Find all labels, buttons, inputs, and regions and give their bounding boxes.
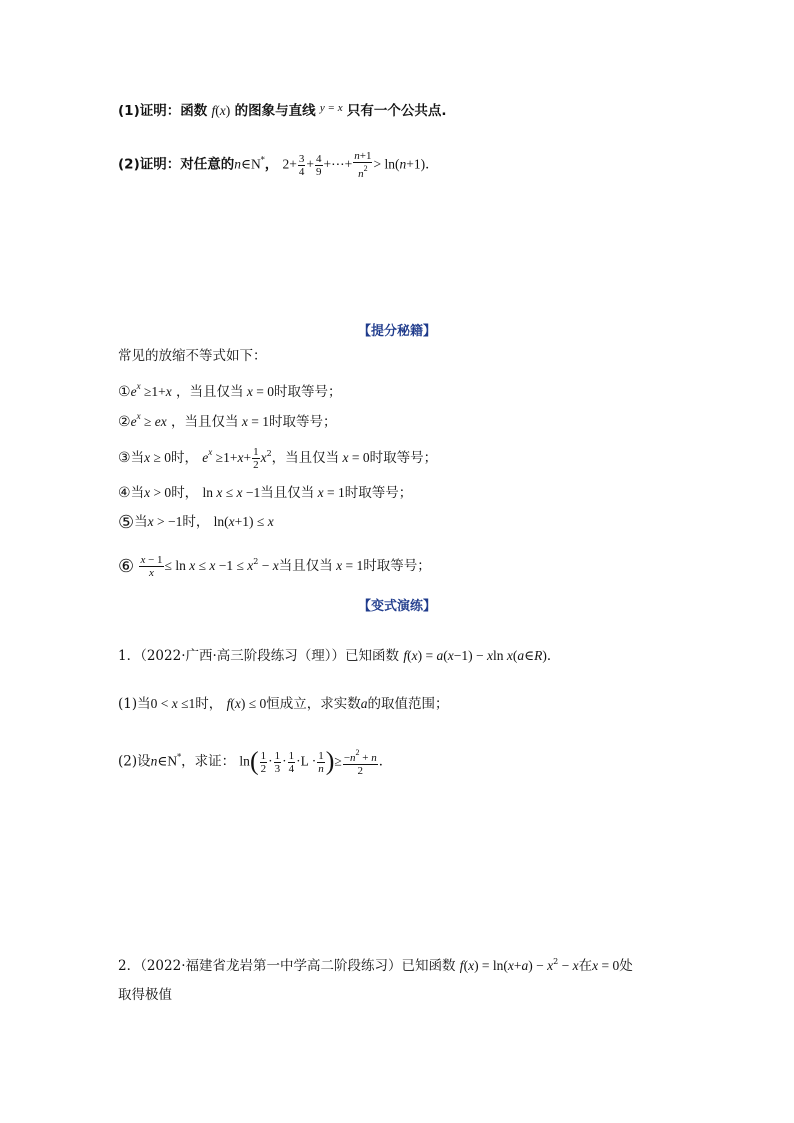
tip-4-lead: 当 [130, 485, 145, 501]
part2-label: (2)证明：对任意的 [118, 156, 235, 173]
tip-1-marker: ① [118, 384, 131, 400]
tip-6-tail: 当且仅当 [278, 558, 333, 574]
part1-label: (1)证明：函数 [118, 103, 208, 119]
tip-2: $②e^x$ ≥ ex ，当且仅当 x = 1时取等号； [118, 411, 337, 430]
math-y-eq-x: y = x [319, 102, 343, 114]
q1-sub2: (2)设n∈N*，求证： ln( $\frac{1}{2}$ · $\frac{1}{3}$ · $\frac{1}{4}$ ·L · $\frac{1}{n}$ )≥ $\frac{-n^2 + n}{2}$ ． [118, 746, 393, 777]
q1-sub2-mid: ，求证： [181, 753, 236, 770]
q1-line: 1．（2022·广西·高三阶段练习（理））已知函数 f(x) = a(x−1) − xln x(a∈R)． [118, 648, 561, 664]
tip-1-cond: 时取等号； [274, 384, 342, 400]
q1-source: （2022·广西·高三阶段练习（理））已知函数 [140, 648, 400, 664]
tip-2-tail: ，当且仅当 [171, 414, 239, 430]
tip-3: ③当x ≥ 0时， $e^x \ge 1+x+$ $\frac{1}{2}$ $x^2$，当且仅当 x = 0时取等号； [118, 446, 438, 471]
q2-line: 2．（2022·福建省龙岩第一中学高二阶段练习）已知函数 $f(x) = \ln(x+a) - x^2 - x$在x = 0处 [118, 957, 633, 974]
q1-sub1: (1)当0 < x ≤1时， f(x) ≤ 0恒成立，求实数a的取值范围； [118, 696, 449, 712]
q2-mid: 在 [578, 958, 593, 974]
tip-3-mid: 时， [170, 450, 198, 466]
tip-3-lead: 当 [130, 450, 145, 466]
tip-4-marker: ④ [118, 485, 131, 501]
part1-mid: 的图象与直线 [234, 103, 316, 119]
tip-4-cond: 时取等号； [344, 485, 413, 501]
tip-1-tail: ，当且仅当 [176, 384, 244, 400]
tip-4-mid: 时， [171, 485, 199, 501]
tip-4: ④当x > 0时， ln x ≤ x −1当且仅当 x = 1时取等号； [118, 485, 413, 501]
q1-sub2-lead: (2)设 [118, 753, 151, 770]
practice-heading: 【变式演练】 [357, 599, 436, 614]
q2-number: 2． [118, 958, 141, 974]
math-fx: f [211, 103, 216, 118]
q1-number: 1． [118, 648, 141, 664]
q2-source: （2022·福建省龙岩第一中学高二阶段练习）已知函数 [140, 958, 456, 974]
tips-heading: 【提分秘籍】 [357, 324, 436, 339]
tips-intro: 常见的放缩不等式如下： [118, 348, 267, 364]
tip-5-mid: 时， [182, 514, 210, 530]
part2-line: (2)证明：对任意的n∈N*， 2+ $\frac{3}{4}$ + $\frac{4}{9}$ +⋯+ $\frac{n+1}{n^2}$ > ln(n+1)． [118, 150, 439, 180]
tip-3-cond: 时取等号； [369, 450, 438, 466]
part1-line: (1)证明：函数 f(x) 的图象与直线 $^{y = x}$ 只有一个公共点. [118, 102, 447, 119]
tip-1: $①e^x \ge 1+x$ ，当且仅当 x = 0时取等号； [118, 381, 342, 400]
tip-6: ⑥ $\frac{x - 1}{x}$ ≤ $\ln x \le x -1 \le x^2 - x$当且仅当 x = 1时取等号； [118, 554, 431, 579]
tip-4-tail: 当且仅当 [260, 485, 315, 501]
q2-end: 处 [619, 958, 633, 974]
q1-sub1-mid: 时， [195, 696, 223, 712]
q1-sub1-end: 的取值范围； [367, 696, 449, 712]
tip-6-cond: 时取等号； [363, 558, 431, 574]
q1-sub1-tail: 恒成立，求实数 [266, 696, 361, 712]
tip-5: ⑤当x > −1时， ln(x+1) ≤ x [118, 512, 274, 533]
tip-3-tail: ，当且仅当 [271, 450, 340, 466]
tip-2-marker: ② [118, 414, 131, 430]
q1-sub1-lead: (1)当 [118, 696, 151, 712]
tip-2-cond: 时取等号； [269, 414, 337, 430]
tip-6-marker: ⑥ [118, 556, 135, 577]
math-sum: 2+ [282, 156, 297, 172]
tip-3-marker: ③ [118, 450, 131, 466]
tip-5-marker: ⑤ [118, 512, 135, 533]
part2-sep: ， [264, 156, 279, 173]
tip-5-lead: 当 [134, 514, 148, 530]
q2-line2: 取得极值 [118, 987, 172, 1003]
part1-end: 只有一个公共点. [346, 103, 447, 119]
